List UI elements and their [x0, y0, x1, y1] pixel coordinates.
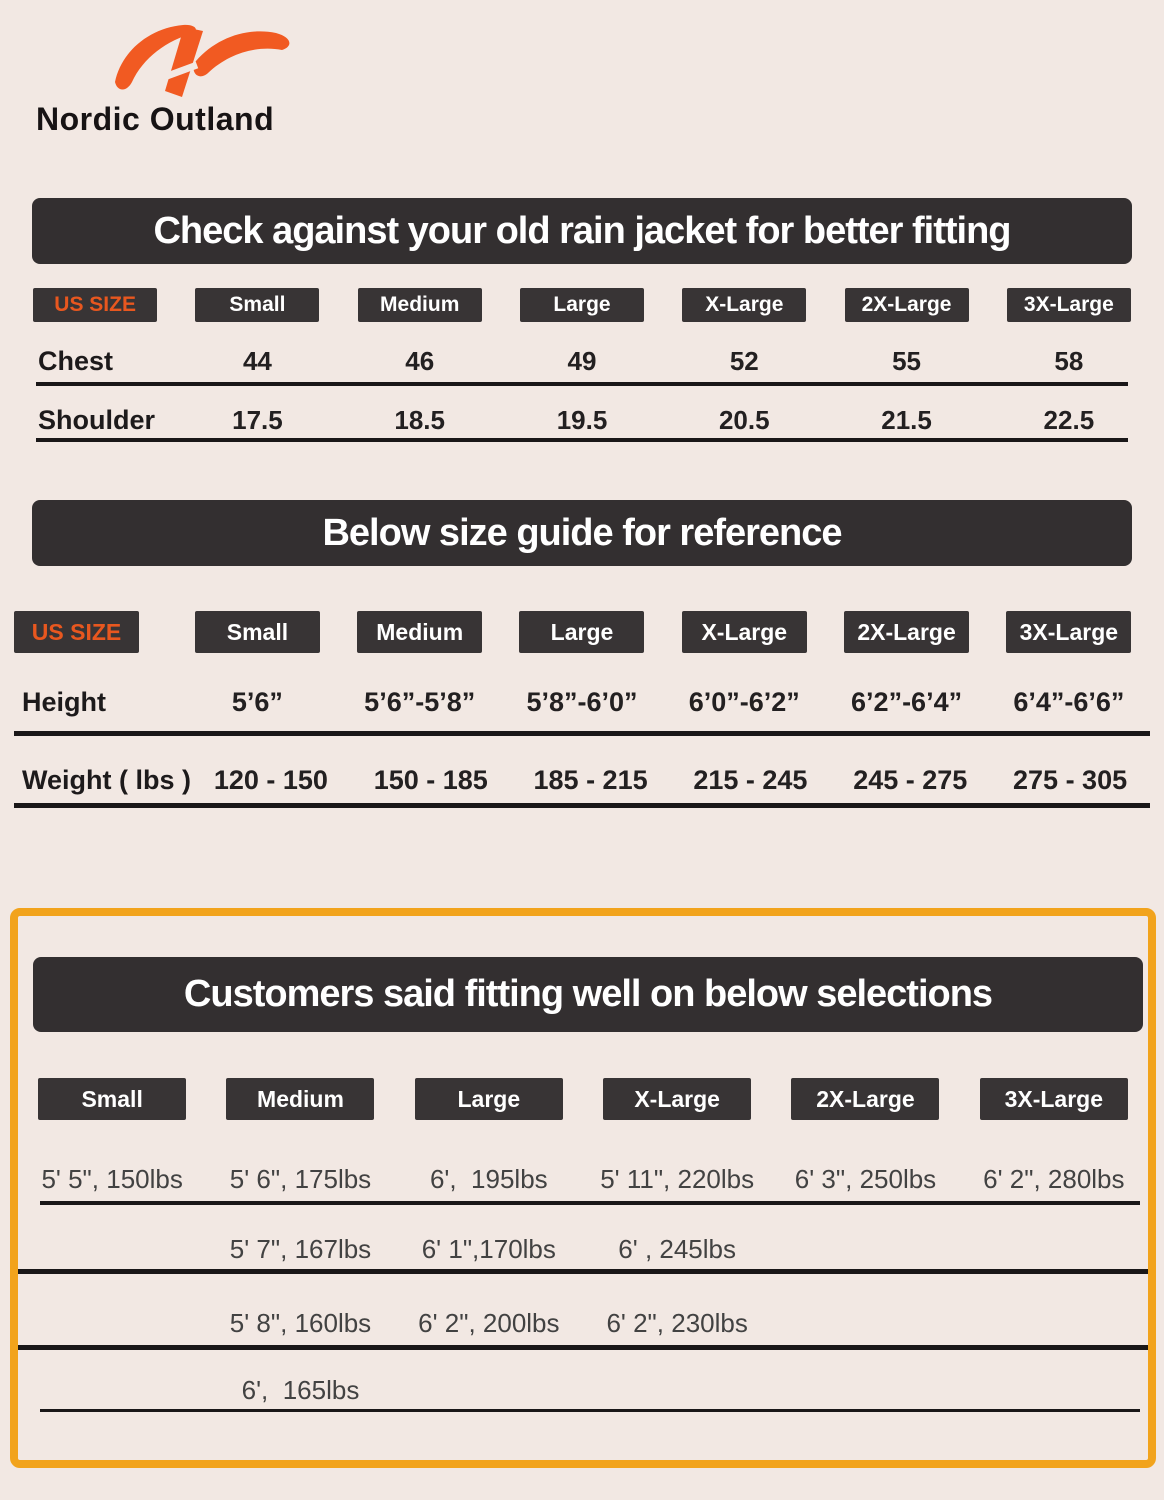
weight-value: 185 - 215 [533, 764, 648, 795]
size-header-row-2 [14, 611, 1150, 653]
weight-value: 120 - 150 [213, 764, 328, 795]
height-value: 6’2”-6’4” [851, 686, 963, 717]
divider-line [14, 803, 1150, 808]
height-value: 6’4”-6’6” [1013, 686, 1125, 717]
banner-size-guide: Below size guide for reference [32, 500, 1132, 566]
fit-row-2 [18, 1232, 1148, 1266]
size-header-row-1 [14, 288, 1150, 322]
fit-row-3 [18, 1306, 1148, 1340]
weight-value: 215 - 245 [693, 764, 808, 795]
chest-value: 52 [729, 345, 759, 376]
banner-customers-fitting: Customers said fitting well on below selections [33, 957, 1143, 1032]
chest-row [14, 344, 1150, 378]
row-label-chest: Chest [38, 345, 114, 376]
shoulder-value: 22.5 [1043, 404, 1095, 435]
height-value: 5’6” [231, 686, 283, 717]
size-badge-small: Small [195, 288, 319, 322]
size-badge-large: Large [415, 1078, 563, 1120]
divider-line [18, 1345, 1148, 1350]
shoulder-value: 20.5 [718, 404, 770, 435]
size-badge-medium: Medium [357, 611, 482, 653]
us-size-badge: US SIZE [33, 288, 157, 322]
shoulder-row [14, 403, 1150, 437]
divider-line [14, 731, 1150, 736]
divider-line [36, 438, 1128, 442]
size-badge-3x-large: 3X-Large [1006, 611, 1131, 653]
divider-line [40, 1409, 1140, 1412]
fit-row-1 [18, 1162, 1148, 1196]
shoulder-value: 18.5 [394, 404, 445, 435]
fit-entry: 5' 8", 160lbs [229, 1307, 372, 1338]
us-size-cell [14, 288, 176, 322]
fit-entry: 5' 7", 167lbs [229, 1233, 372, 1264]
weight-row [14, 763, 1150, 797]
customers-fitting-panel [10, 908, 1156, 1468]
brand-name: Nordic Outland [36, 101, 275, 137]
weight-value: 275 - 305 [1013, 764, 1128, 795]
fit-entry: 6' 1",170lbs [421, 1233, 556, 1264]
chest-value: 46 [405, 345, 435, 376]
fit-entry: 6' , 245lbs [618, 1233, 737, 1264]
size-badge-small: Small [195, 611, 320, 653]
size-badge-x-large: X-Large [682, 288, 806, 322]
size-badge-3x-large: 3X-Large [980, 1078, 1128, 1120]
chest-value: 49 [567, 345, 597, 376]
us-size-cell [14, 611, 176, 653]
fit-entry: 6' 2", 230lbs [606, 1307, 748, 1338]
divider-line [18, 1269, 1148, 1274]
divider-line [36, 382, 1128, 386]
size-badge-medium: Medium [358, 288, 482, 322]
chest-value: 58 [1054, 345, 1084, 376]
fit-entry: 6' 2", 280lbs [983, 1163, 1125, 1194]
height-value: 6’0”-6’2” [688, 686, 800, 717]
chest-value: 44 [242, 345, 272, 376]
row-label-shoulder: Shoulder [38, 404, 156, 435]
fit-entry: 6', 165lbs [241, 1374, 360, 1405]
banner-check-fitting: Check against your old rain jacket for better fitting [32, 198, 1132, 264]
size-badge-3x-large: 3X-Large [1007, 288, 1131, 322]
shoulder-value: 21.5 [881, 404, 932, 435]
size-badge-2x-large: 2X-Large [844, 611, 969, 653]
size-badge-medium: Medium [226, 1078, 374, 1120]
shoulder-value: 17.5 [232, 404, 283, 435]
brand-logo-swoosh-icon [95, 20, 310, 105]
height-value: 5’6”-5’8” [364, 686, 476, 717]
size-badge-x-large: X-Large [603, 1078, 751, 1120]
size-badge-2x-large: 2X-Large [845, 288, 969, 322]
height-row [14, 685, 1150, 719]
fit-entry: 6' 3", 250lbs [794, 1163, 937, 1194]
divider-line [40, 1201, 1140, 1205]
weight-value: 150 - 185 [373, 764, 488, 795]
fit-entry: 6' 2", 200lbs [418, 1307, 560, 1338]
shoulder-value: 19.5 [556, 404, 608, 435]
us-size-badge: US SIZE [14, 611, 139, 653]
row-label-height: Height [22, 686, 106, 717]
weight-value: 245 - 275 [853, 764, 968, 795]
fit-entry: 5' 5", 150lbs [41, 1163, 183, 1194]
fit-entry: 6', 195lbs [429, 1163, 548, 1194]
size-badge-small: Small [38, 1078, 186, 1120]
size-badge-large: Large [519, 611, 644, 653]
fit-row-4 [18, 1373, 1148, 1407]
fit-entry: 5' 11", 220lbs [600, 1163, 755, 1194]
size-badge-large: Large [520, 288, 644, 322]
height-value: 5’8”-6’0” [526, 686, 638, 717]
row-label-weight: Weight ( lbs ) [22, 764, 191, 795]
chest-value: 55 [892, 345, 922, 376]
fit-entry: 5' 6", 175lbs [229, 1163, 372, 1194]
size-badge-2x-large: 2X-Large [791, 1078, 939, 1120]
size-header-row-3 [18, 1078, 1148, 1120]
size-badge-x-large: X-Large [682, 611, 807, 653]
